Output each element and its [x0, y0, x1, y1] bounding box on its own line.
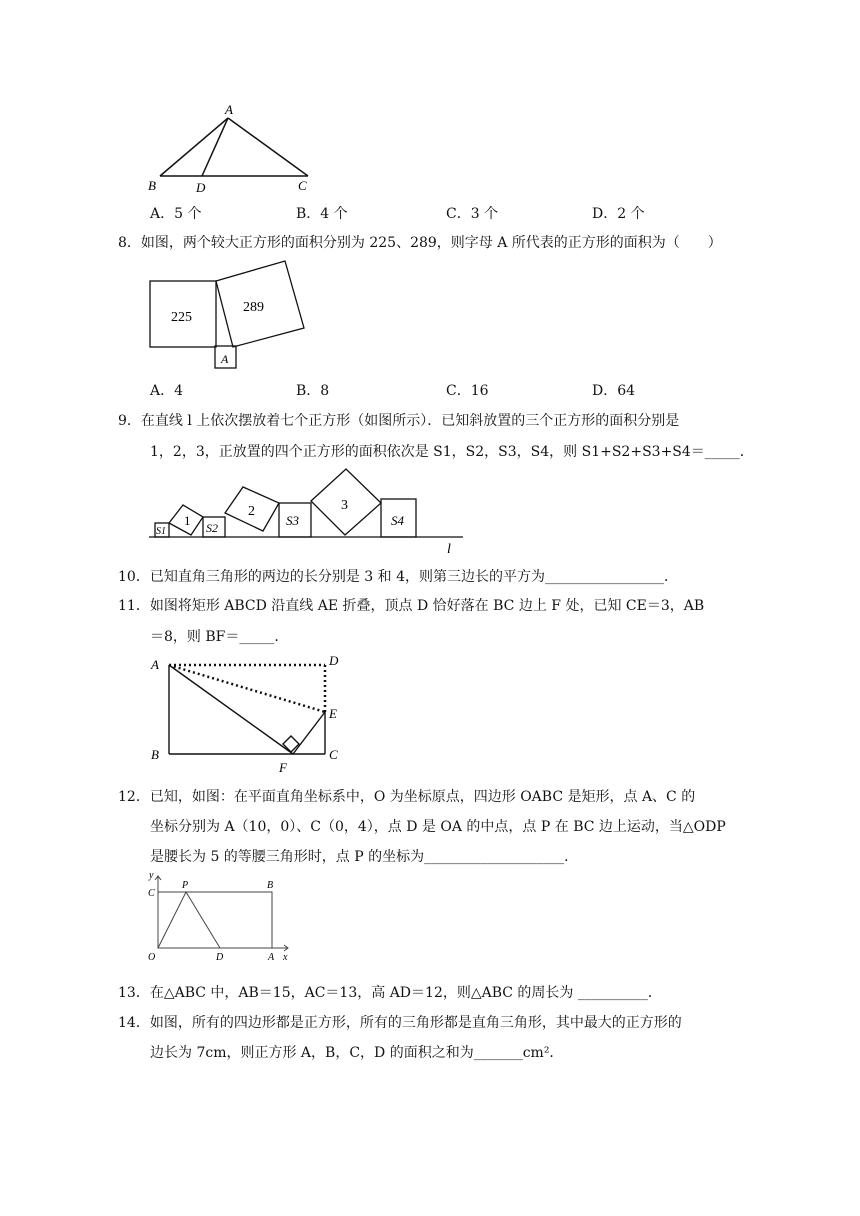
q11-label-a: A [151, 657, 159, 672]
q12-line-1: 12．已知，如图：在平面直角坐标系中，O 为坐标原点，四边形 OABC 是矩形，点 A、C 的 [118, 789, 696, 805]
q10-question-text: 10．已知直角三角形的两边的长分别是 3 和 4，则第三边长的平方为_________________． [118, 569, 678, 585]
q9-label-s2: S2 [206, 521, 218, 535]
q9-line-1: 9．在直线 l 上依次摆放着七个正方形（如图所示）．已知斜放置的三个正方形的面积分别是 [118, 413, 680, 429]
q7-label-b: B [148, 178, 156, 193]
q8-option-a: A．4 [150, 383, 184, 399]
q9-label-s3: S3 [286, 513, 299, 528]
q12-line-3: 是腰长为 5 的等腰三角形时，点 P 的坐标为____________________． [150, 849, 579, 865]
q8-option-b: B．8 [296, 383, 330, 399]
q9-label-3: 3 [341, 498, 348, 513]
q8-label-a: A [221, 352, 229, 366]
q11-rectangle-fold-figure [145, 648, 355, 778]
q9-label-2: 2 [248, 504, 255, 519]
q7-triangle-figure [140, 100, 320, 195]
q8-option-d: D．64 [592, 383, 636, 399]
q9-line-2: 1，2，3，正放置的四个正方形的面积依次是 S1，S2，S3，S4，则 S1+S2+S3+S4＝_____． [150, 444, 754, 460]
q7-option-d: D．2 个 [592, 206, 645, 222]
q7-label-d: D [196, 180, 206, 195]
q12-line-2: 坐标分别为 A（10，0）、C（0，4），点 D 是 OA 的中点，点 P 在 BC 边上运动，当△ODP [150, 819, 726, 835]
q12-label-p: P [182, 880, 189, 891]
q12-label-y: y [149, 870, 154, 881]
q9-label-1: 1 [184, 513, 191, 528]
q12-coordinate-figure [140, 868, 300, 968]
q12-label-a: A [268, 952, 275, 963]
q11-label-d: D [329, 653, 339, 668]
q14-line-2: 边长为 7cm，则正方形 A，B，C，D 的面积之和为_______cm²． [150, 1045, 564, 1061]
q9-label-l: l [447, 542, 451, 557]
q8-question-text: 8．如图，两个较大正方形的面积分别为 225、289，则字母 A 所代表的正方形的面积为（ ） [118, 235, 722, 251]
q12-label-d: D [216, 952, 224, 963]
q7-option-c: C．3 个 [446, 206, 499, 222]
q12-label-x: x [283, 952, 288, 963]
q14-line-1: 14．如图，所有的四边形都是正方形，所有的三角形都是直角三角形，其中最大的正方形的 [118, 1015, 682, 1031]
q12-label-o: O [148, 952, 156, 963]
q7-option-b: B．4 个 [296, 206, 348, 222]
q7-label-a: A [225, 102, 233, 117]
q8-label-289: 289 [243, 300, 264, 315]
q7-label-c: C [298, 178, 307, 193]
q8-label-225: 225 [171, 310, 192, 325]
q9-seven-squares-figure [145, 465, 475, 557]
q12-label-c: C [148, 888, 155, 899]
q7-option-a: A．5 个 [150, 206, 202, 222]
q11-label-f: F [279, 760, 287, 775]
q12-label-b: B [267, 880, 274, 891]
q11-line-2: ＝8，则 BF＝_____． [150, 629, 289, 645]
q11-label-e: E [329, 706, 337, 721]
q8-squares-figure [145, 255, 315, 375]
q9-label-s1: S1 [156, 526, 166, 537]
q13-question-text: 13．在△ABC 中，AB＝15，AC＝13，高 AD＝12，则△ABC 的周长为 __________． [118, 985, 662, 1001]
q11-label-b: B [151, 747, 159, 762]
q11-label-c: C [329, 747, 338, 762]
q11-line-1: 11．如图将矩形 ABCD 沿直线 AE 折叠，顶点 D 恰好落在 BC 边上 F 处，已知 CE＝3，AB [118, 598, 705, 614]
q8-option-c: C．16 [446, 383, 489, 399]
q9-label-s4: S4 [391, 513, 404, 528]
